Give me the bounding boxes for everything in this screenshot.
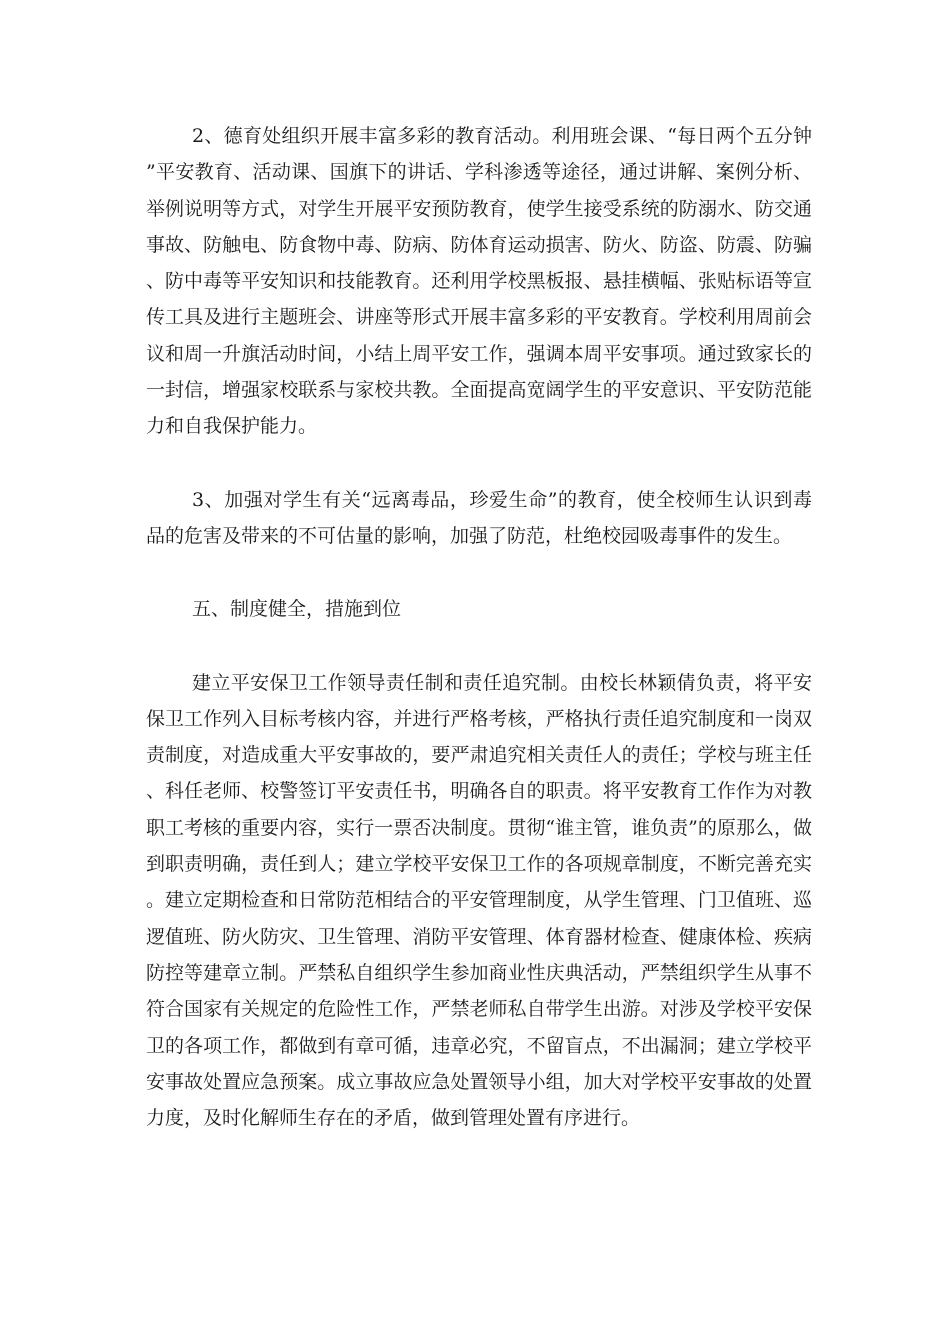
section-heading-system: 五、制度健全，措施到位 (192, 598, 402, 621)
paragraph-anti-drug-education: 3、加强对学生有关“远离毒品，珍爱生命”的教育，使全校师生认识到毒品的危害及带来的不可估量的影响，加强了防范，杜绝校园吸毒事件的发生。 (146, 488, 812, 547)
paragraph-education-activities: 2、德育处组织开展丰富多彩的教育活动。利用班会课、“每日两个五分钟”平安教育、活动课、国旗下的讲话、学科渗透等途径，通过讲解、案例分析、举例说明等方式，对学生开展平安预防教育，使学生接受系统的防溺水、防交通事故、防触电、防食物中毒、防病、防体育运动损害、防火、防盗、防震、防骗、防中毒等平安知识和技能教育。还利用学校黑板报、悬挂横幅、张贴标语等宣传工具及进行主题班会、讲座等形式开展丰富多彩的平安教育。学校利用周前会议和周一升旗活动时间，小结上周平安工作，强调本周平安事项。通过致家长的一封信，增强家校联系与家校共教。全面提高宽阔学生的平安意识、平安防范能力和自我保护能力。 (146, 125, 812, 438)
paragraph-responsibility-system: 建立平安保卫工作领导责任制和责任追究制。由校长林颖倩负责，将平安保卫工作列入目标考核内容，并进行严格考核，严格执行责任追究制度和一岗双责制度，对造成重大平安事故的，要严肃追究相关责任人的责任；学校与班主任、科任老师、校警签订平安责任书，明确各自的职责。将平安教育工作作为对教职工考核的重要内容，实行一票否决制度。贯彻“谁主管，谁负责”的原那么，做到职责明确，责任到人；建立学校平安保卫工作的各项规章制度，不断完善充实。建立定期检查和日常防范相结合的平安管理制度，从学生管理、门卫值班、巡逻值班、防火防灾、卫生管理、消防平安管理、体育器材检查、健康体检、疾病防控等建章立制。严禁私自组织学生参加商业性庆典活动，严禁组织学生从事不符合国家有关规定的危险性工作，严禁老师私自带学生出游。对涉及学校平安保卫的各项工作，都做到有章可循，违章必究，不留盲点，不出漏洞；建立学校平安事故处置应急预案。成立事故应急处置领导小组，加大对学校平安事故的处置力度，及时化解师生存在的矛盾，做到管理处置有序进行。 (146, 671, 812, 1130)
document-page (146, 118, 812, 1136)
